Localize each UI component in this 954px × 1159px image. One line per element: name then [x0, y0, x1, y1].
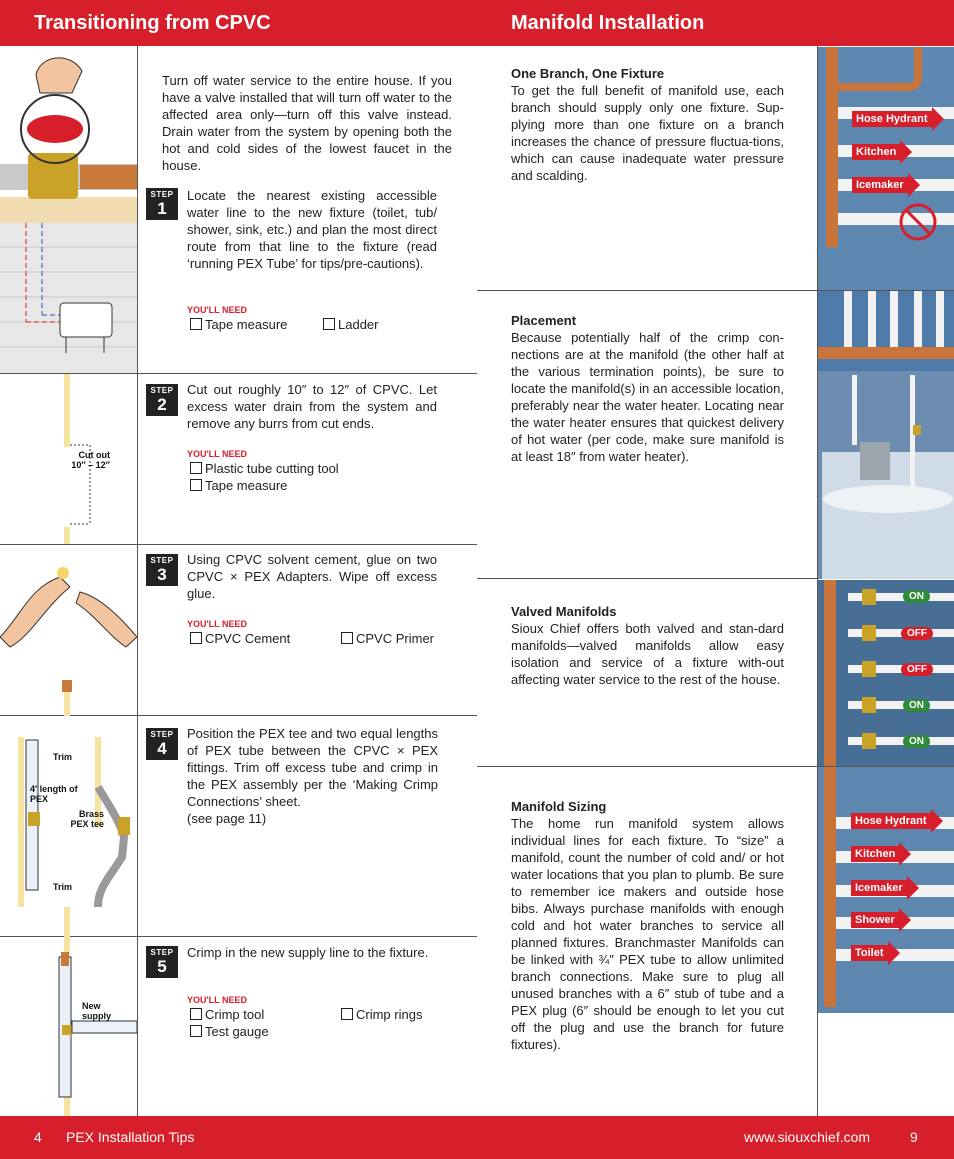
valve-status-5: ON	[903, 735, 930, 748]
left-section-title: Transitioning from CPVC	[34, 12, 271, 34]
manifold-section-valved: Valved Manifolds Sioux Chief offers both valved and stan-dard manifolds—valved manifolds allow easy isolation and service of a fixture with-out affecting water service to the rest of the house.	[511, 604, 784, 687]
step-1-badge: STEP 1	[146, 188, 178, 220]
brass-tee-label: Brass PEX tee	[70, 809, 104, 829]
trim-bottom-label: Trim	[52, 882, 72, 892]
length-label: 4′ length of PEX	[30, 784, 78, 804]
step-5-needs-label: YOU'LL NEED	[187, 995, 247, 1005]
checkbox-cpvc-primer[interactable]: CPVC Primer	[341, 631, 434, 646]
checkbox-crimp-rings[interactable]: Crimp rings	[341, 1007, 422, 1022]
page-number-left: 4	[34, 1129, 42, 1145]
step-4-badge: STEP 4	[146, 728, 178, 760]
checkbox-tape-measure-2[interactable]: Tape measure	[190, 478, 287, 493]
step-5-text: Crimp in the new supply line to the fixture.	[187, 945, 429, 960]
tag-icemaker-2: Icemaker	[851, 880, 907, 896]
new-supply-label: New supply	[82, 1001, 112, 1021]
step-3-badge: STEP 3	[146, 554, 178, 586]
valve-status-2: OFF	[901, 627, 933, 640]
step-3-needs-label: YOU'LL NEED	[187, 619, 247, 629]
tag-hose-hydrant-2: Hose Hydrant	[851, 813, 931, 829]
intro-text: Turn off water service to the entire house. If you have a valve installed that will turn off water to the affected area only—turn off this valve instead. Drain water from the system by opening both the hot and cold sides of the lowest faucet in the house.	[162, 73, 452, 173]
page-footer	[0, 1116, 954, 1159]
step-2-needs-label: YOU'LL NEED	[187, 449, 247, 459]
tag-hose-hydrant: Hose Hydrant	[852, 111, 932, 127]
tag-kitchen: Kitchen	[852, 144, 900, 160]
manifold-section-placement: Placement Because potentially half of the crimp con-nections are at the manifold (the other half at the various termination points), be sure to locate the manifold(s) in an accessible location, preferably near the water heater. Locating near the water heater ensures that quickest delivery of hot water (per code, make sure manifold is at least 18″ from water heater).	[511, 313, 784, 464]
step-5-badge: STEP 5	[146, 946, 178, 978]
step-4-text: Position the PEX tee and two equal lengths of PEX tube between the CPVC × PEX fittings. Trim off excess tube and crimp in the PEX assembly per the ‘Making Crimp Connections’ sheet.	[187, 726, 438, 809]
checkbox-ladder[interactable]: Ladder	[323, 317, 378, 332]
step-1-needs-label: YOU'LL NEED	[187, 305, 247, 315]
checkbox-cutting-tool[interactable]: Plastic tube cutting tool	[190, 461, 339, 476]
step-1-text: Locate the nearest existing accessible water line to the new fixture (toilet, tub/ shower, sink, etc.) and plan the most direct route from that line to the fixture (read ‘running PEX Tube’ for tips/pre-cautions).	[187, 188, 437, 271]
checkbox-tape-measure[interactable]: Tape measure	[190, 317, 287, 332]
valve-status-4: ON	[903, 699, 930, 712]
checkbox-crimp-tool[interactable]: Crimp tool	[190, 1007, 264, 1022]
valve-status-3: OFF	[901, 663, 933, 676]
tag-toilet: Toilet	[851, 945, 888, 961]
step-3-text: Using CPVC solvent cement, glue on two CPVC × PEX Adapters. Wipe off excess glue.	[187, 552, 437, 601]
cut-out-label: Cut out 10″ – 12″	[71, 450, 110, 470]
step-4-subtext: (see page 11)	[187, 811, 267, 826]
trim-top-label: Trim	[52, 752, 72, 762]
checkbox-cpvc-cement[interactable]: CPVC Cement	[190, 631, 290, 646]
step-2-badge: STEP 2	[146, 384, 178, 416]
valve-status-1: ON	[903, 590, 930, 603]
right-section-title: Manifold Installation	[511, 12, 705, 34]
tag-icemaker: Icemaker	[852, 177, 908, 193]
footer-url[interactable]: www.siouxchief.com	[744, 1129, 871, 1145]
tag-kitchen-2: Kitchen	[851, 846, 899, 862]
tag-shower: Shower	[851, 912, 899, 928]
manifold-section-one-branch: One Branch, One Fixture To get the full benefit of manifold use, each branch should supply only one fixture. Sup-plying more than one fixture on a branch increases the chance of pressure fluctua-tions, which can cause inadequate water pressure and scalding.	[511, 66, 784, 183]
column-divider	[137, 46, 138, 1116]
manifold-section-sizing: Manifold Sizing The home run manifold system allows individual lines for each fixture. To “size” a manifold, count the number of cold and/ or hot water locations that you plan to plumb. Be sure to remember ice makers and outside hose bibs. Always purchase manifolds with enough cold and hot water branches to service all planned fixtures. Branchmaster Manifolds can be linked with ¾″ PEX tube to allow unlimited branch connections. Make sure to plug all unused branches with a 6″ stub of tube and a PEX plug (6″ should be enough to let you cut off the plug and use the branch for future fixtures).	[511, 799, 784, 1052]
page-number-right: 9	[910, 1129, 918, 1145]
step-2-text: Cut out roughly 10″ to 12″ of CPVC. Let excess water drain from the system and remove any burrs from cut ends.	[187, 382, 437, 431]
footer-title: PEX Installation Tips	[66, 1129, 195, 1145]
checkbox-test-gauge[interactable]: Test gauge	[190, 1024, 269, 1039]
cpvc-illustrations	[0, 47, 137, 1116]
page-header	[0, 0, 954, 46]
